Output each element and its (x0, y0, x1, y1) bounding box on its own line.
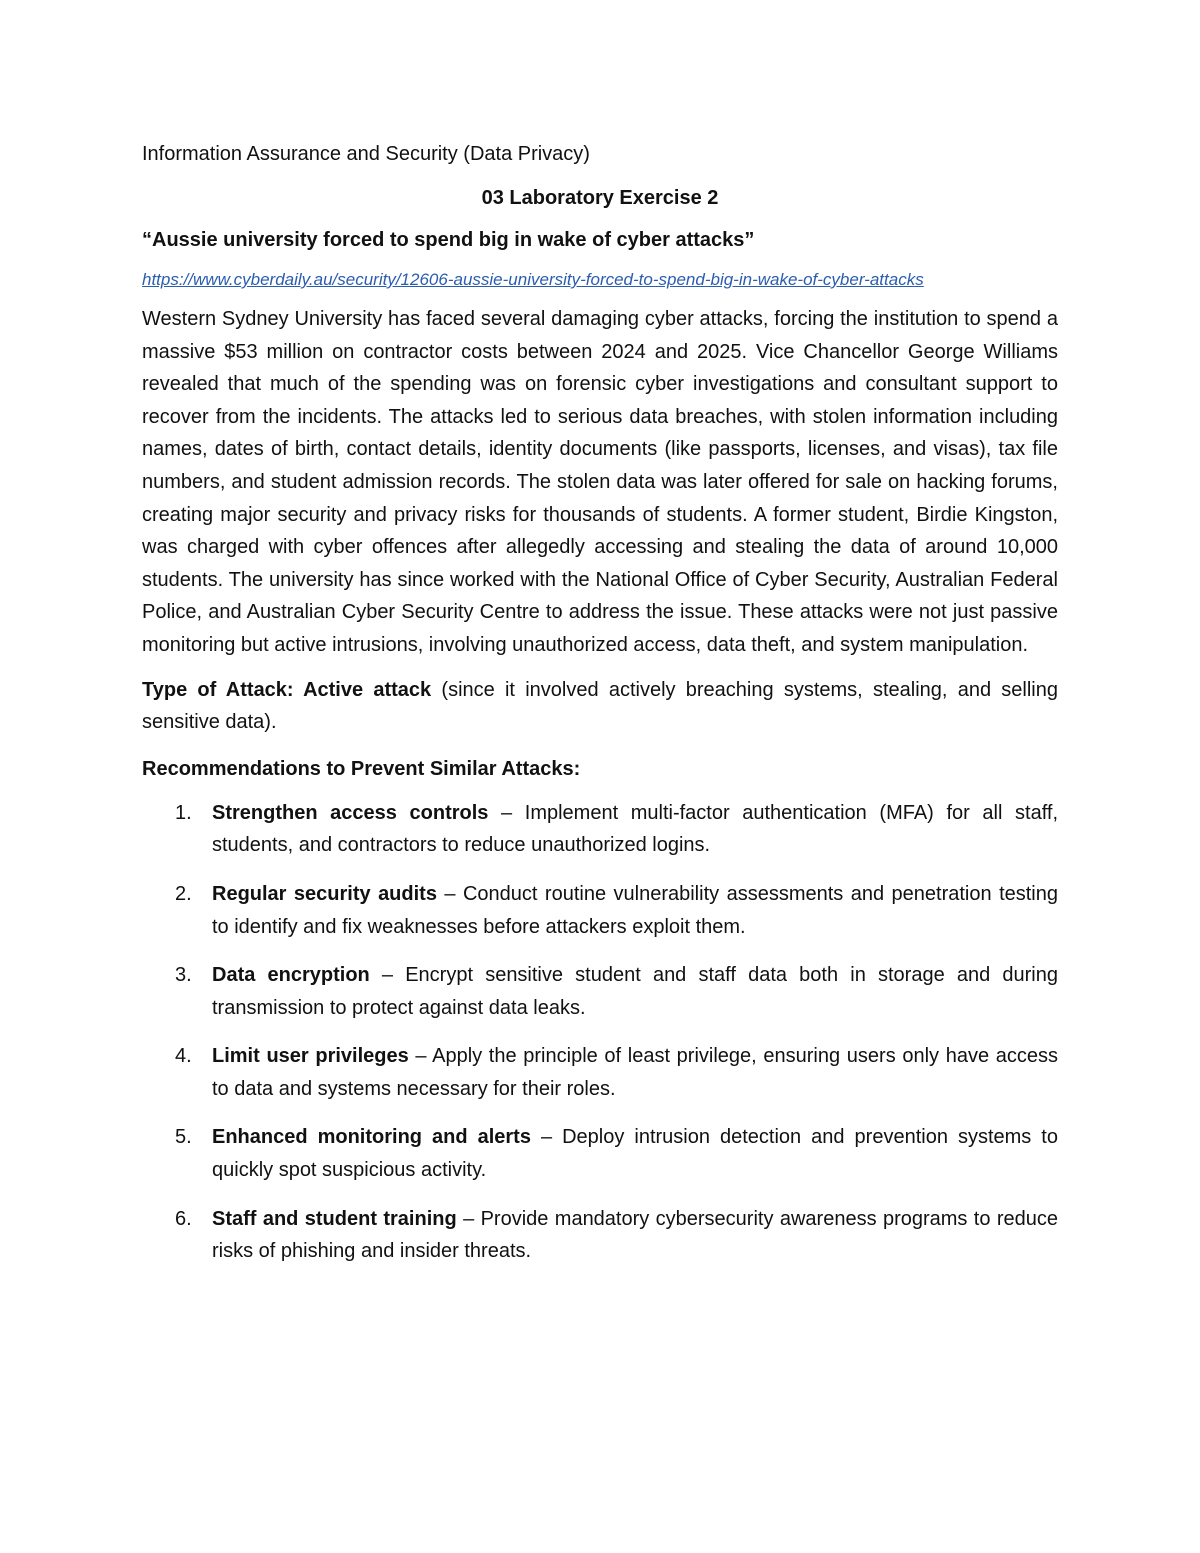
list-item-title: Enhanced monitoring and alerts (212, 1126, 531, 1149)
list-item-number: 5. (175, 1126, 192, 1149)
list-item (142, 959, 1058, 1024)
list-item (142, 1121, 1058, 1186)
list-item-text: – Apply the principle of least privilege, ensuring users only have access to data and systems necessary for their roles. (212, 1045, 1058, 1100)
list-item-title: Limit user privileges (212, 1045, 409, 1068)
list-item-title: Staff and student training (212, 1207, 457, 1230)
list-item (142, 1040, 1058, 1105)
list-item (142, 1203, 1058, 1268)
recommendations-list (142, 797, 1058, 1268)
article-title: “Aussie university forced to spend big in wake of cyber attacks” (142, 229, 755, 251)
list-item-text: – Encrypt sensitive student and staff data both in storage and during transmission to protect against data leaks. (212, 964, 1058, 1019)
list-item-number: 3. (175, 964, 192, 987)
article-summary: Western Sydney University has faced several damaging cyber attacks, forcing the institution to spend a massive $53 million on contractor costs between 2024 and 2025. Vice Chancellor George Williams revealed that much of the spending was on forensic cyber investigations and consultant support to recover from the incidents. The attacks led to serious data breaches, with stolen information including names, dates of birth, contact details, identity documents (like passports, licenses, and visas), tax file numbers, and student admission records. The stolen data was later offered for sale on hacking forums, creating major security and privacy risks for thousands of students. A former student, Birdie Kingston, was charged with cyber offences after allegedly accessing and stealing the data of around 10,000 students. The university has since worked with the National Office of Cyber Security, Australian Federal Police, and Australian Cyber Security Centre to address the issue. These attacks were not just passive monitoring but active intrusions, involving unauthorized access, data theft, and system manipulation. (142, 308, 1058, 656)
attack-type-paragraph (142, 674, 1058, 739)
list-item-text: – Provide mandatory cybersecurity awareness programs to reduce risks of phishing and insider threats. (212, 1207, 1059, 1263)
attack-type-explanation: (since it involved actively breaching systems, stealing, and selling sensitive data). (142, 678, 1058, 734)
list-item (142, 797, 1058, 862)
list-item-number: 6. (175, 1207, 192, 1230)
list-item-number: 4. (175, 1045, 192, 1068)
list-item (142, 878, 1058, 943)
lab-exercise-title: 03 Laboratory Exercise 2 (481, 187, 719, 209)
course-subject: Information Assurance and Security (Data Privacy) (142, 143, 590, 165)
list-item-title: Data encryption (212, 964, 370, 987)
document-body (142, 138, 1058, 1284)
article-link[interactable]: https://www.cyberdaily.au/security/12606-aussie-university-forced-to-spend-big-in-wake-of-cyber-attacks (142, 270, 924, 289)
attack-type-label: Type of Attack: Active attack (142, 678, 432, 701)
list-item-number: 2. (175, 882, 192, 905)
list-item-text: – Conduct routine vulnerability assessments and penetration testing to identify and fix weaknesses before attackers exploit them. (212, 882, 1058, 938)
list-item-text: – Deploy intrusion detection and prevention systems to quickly spot suspicious activity. (212, 1126, 1058, 1182)
recommendations-heading: Recommendations to Prevent Similar Attacks: (142, 757, 581, 780)
list-item-text: – Implement multi-factor authentication (MFA) for all staff, students, and contractors to reduce unauthorized logins. (212, 801, 1058, 857)
list-item-title: Regular security audits (212, 882, 437, 905)
list-item-title: Strengthen access controls (212, 801, 489, 824)
list-item-number: 1. (175, 801, 192, 824)
